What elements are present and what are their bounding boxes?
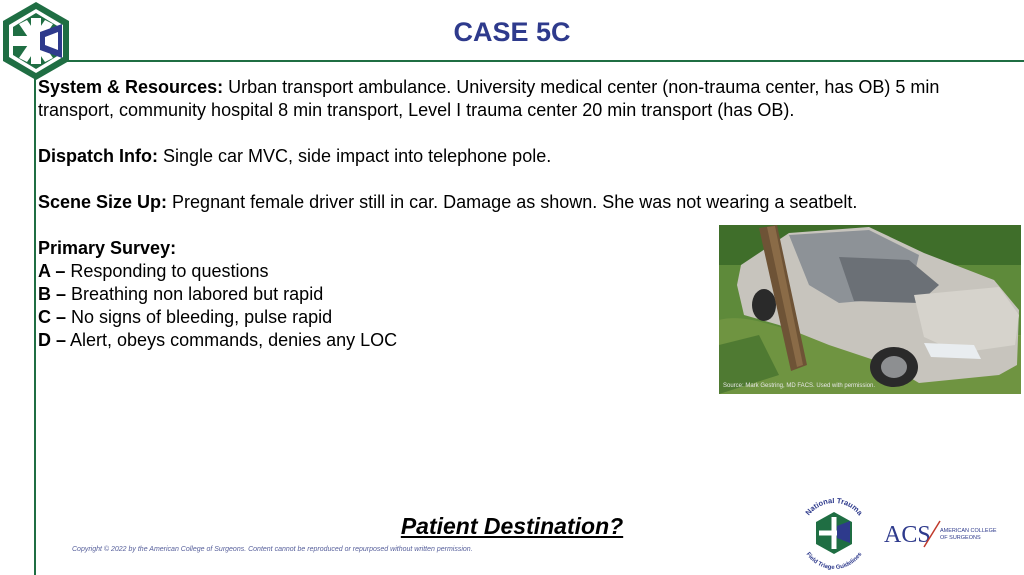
scene-label: Scene Size Up: [38,192,168,212]
logo-text-bottom: Field Triage Guidelines [804,551,864,570]
copyright-notice: Copyright © 2022 by the American College of Surgeons. Content cannot be reproduced or repurposed without written permission. [72,546,473,553]
dispatch-paragraph [38,145,998,168]
survey-item-b: B – Breathing non labored but rapid [38,284,324,304]
header-divider-line [34,60,1024,62]
page-title: CASE 5C [453,17,571,47]
crash-photo [719,225,1021,394]
dispatch-text: Single car MVC, side impact into telephone pole. [158,146,552,166]
national-trauma-guidelines-logo-icon [795,498,873,570]
acs-line-2: OF SURGEONS [940,535,981,541]
system-resources-paragraph [38,76,998,122]
system-resources-label: System & Resources: [38,77,224,97]
survey-item-d: D – Alert, obeys commands, denies any LOC [38,330,398,350]
dispatch-label: Dispatch Info: [38,146,158,166]
scene-paragraph [38,191,998,214]
photo-credit: Source: Mark Gestring, MD FACS. Used with permission. [723,383,876,389]
primary-survey-heading: Primary Survey: [38,238,177,258]
system-resources-text: Urban transport ambulance. University medical center (non-trauma center, has OB) 5 min transport, community hospital 8 min transport, Level I trauma center 20 min transport (has OB). [38,77,940,120]
survey-item-c: C – No signs of bleeding, pulse rapid [38,307,333,327]
acs-logo-icon [884,517,1019,553]
survey-item-a: A – Responding to questions [38,261,269,281]
car-crash-image [719,225,1021,394]
scene-text: Pregnant female driver still in car. Damage as shown. She was not wearing a seatbelt. [167,192,858,212]
left-border-line [34,60,36,575]
acs-letters: ACS [884,522,931,548]
acs-line-1: AMERICAN COLLEGE [940,528,997,534]
acs-logo [884,517,1019,553]
patient-destination-question: Patient Destination? [400,513,624,539]
logo-text-top: National Trauma [803,498,865,518]
